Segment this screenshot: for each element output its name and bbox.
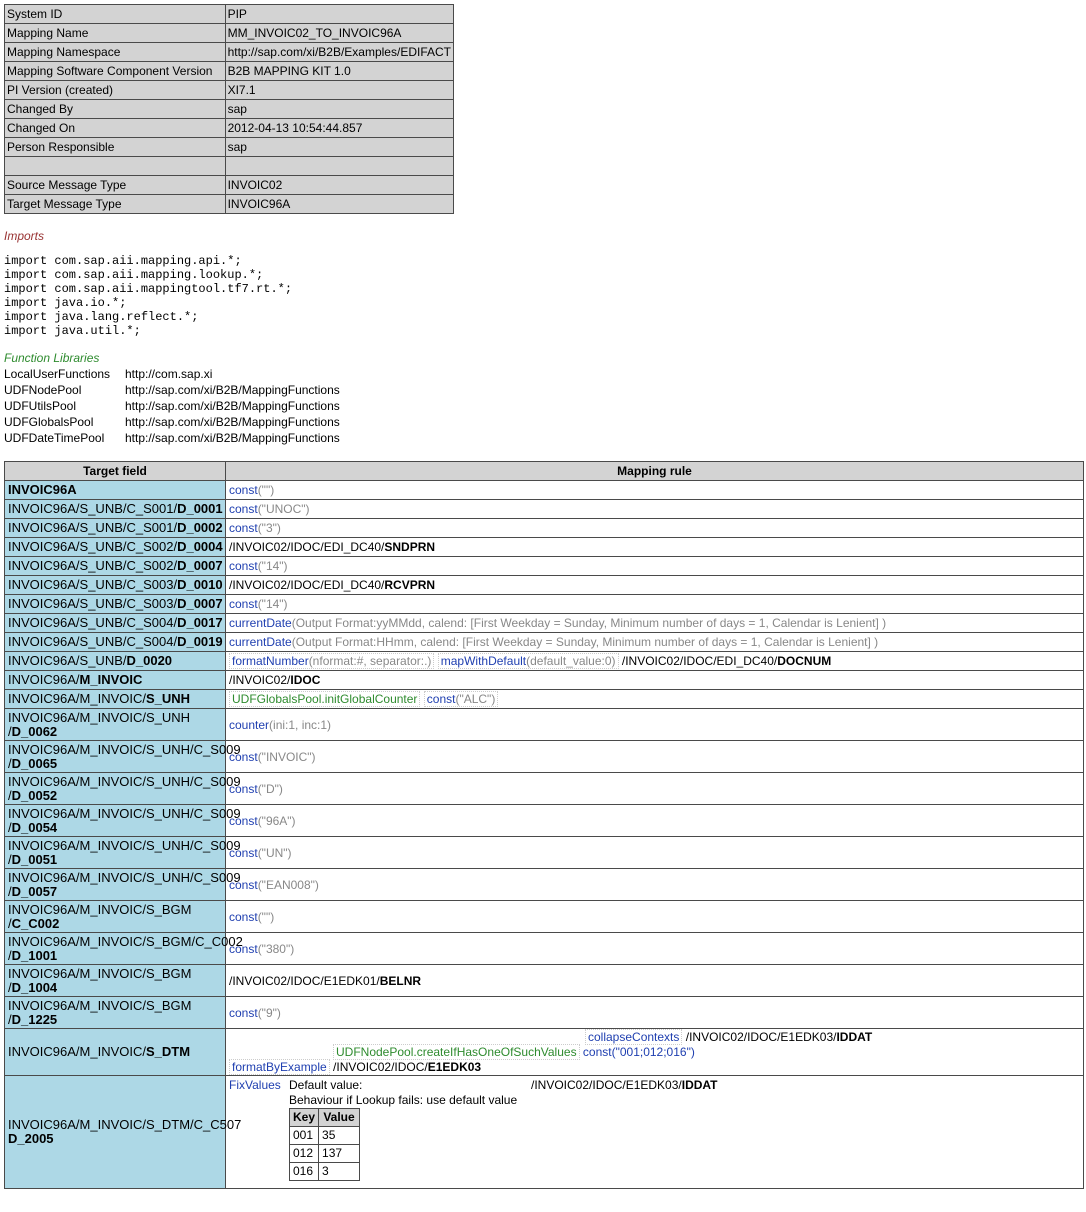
fix-key: 016 [290,1163,319,1181]
import-line: import java.lang.reflect.*; [4,310,199,324]
metadata-key: Mapping Name [5,24,226,43]
function-call [438,653,619,669]
target-separator: / [8,979,12,995]
metadata-value: INVOIC96A [225,195,453,214]
imports-heading: Imports [4,229,45,243]
library-row [4,414,340,430]
mapping-rule [226,481,1084,500]
target-field [5,614,226,633]
fix-values-function: FixValues [229,1078,281,1092]
target-field-header: Target field [5,462,226,481]
mapping-rules-table [4,461,1084,1189]
target-element: D_0010 [177,577,223,592]
metadata-key: Changed On [5,119,226,138]
mapping-rule [226,709,1084,741]
mapping-rule [226,933,1084,965]
table-row [5,997,1084,1029]
function-name: const [229,502,258,516]
target-field [5,805,241,837]
function-args: ("3") [257,521,281,535]
target-element: D_0002 [177,520,223,535]
target-path: INVOIC96A/S_UNB/C_S002/ [8,539,178,554]
target-field [5,633,226,652]
target-element: M_INVOIC [79,672,143,687]
source-path [229,673,320,687]
source-path [229,540,435,554]
function-call [229,942,294,956]
metadata-value [225,157,453,176]
target-field [5,557,226,576]
table-row [5,869,1084,901]
target-path: INVOIC96A/M_INVOIC/S_UNH [8,709,191,725]
table-row [5,933,1084,965]
target-path: INVOIC96A/S_UNB/C_S001/ [8,501,178,516]
function-call [229,559,288,573]
function-call [229,653,434,669]
target-path: INVOIC96A/S_UNB/C_S003/ [8,596,178,611]
target-path: INVOIC96A/M_INVOIC/S_UNH/C_S009 [8,837,241,853]
mapping-rule [226,997,1084,1029]
mapping-rule [226,576,1084,595]
function-name: const [229,941,258,956]
target-separator: / [8,755,12,771]
import-line: import java.util.*; [4,324,141,338]
target-element: C_C002 [11,915,60,931]
target-field [5,481,226,500]
target-field: INVOIC96A/M_INVOIC/S_DTM/C_C507 D_2005 [5,1076,226,1189]
udf-function: UDFGlobalsPool.initGlobalCounter [229,691,420,707]
target-element: D_0054 [11,819,58,835]
function-args: ("9") [257,1005,281,1020]
target-separator: / [8,787,12,803]
source-element: RCVPRN [384,578,436,592]
function-name: const [229,813,258,828]
target-separator: / [8,1011,12,1027]
source-element: DOCNUM [777,654,832,668]
mapping-documentation [4,4,1084,1189]
function-args: ("") [257,909,275,924]
source-path [229,974,421,988]
target-element: D_0007 [177,596,223,611]
function-call [229,1006,281,1020]
source-path-prefix: /INVOIC02/IDOC/E1EDK01/ [229,973,380,988]
key-header: Key [290,1109,319,1127]
fix-key: 001 [290,1127,319,1145]
target-path: INVOIC96A/S_UNB/C_S002/ [8,558,178,573]
target-path: INVOIC96A/ [8,672,80,687]
target-path: INVOIC96A/M_INVOIC/S_BGM [8,901,192,917]
value-header: Value [319,1109,360,1127]
table-row [5,595,1084,614]
fix-value-row [290,1163,360,1181]
table-row [5,614,1084,633]
table-row [5,671,1084,690]
table-row [5,741,1084,773]
metadata-value: INVOIC02 [225,176,453,195]
mapping-rule [226,741,1084,773]
library-url: http://sap.com/xi/B2B/MappingFunctions [125,415,340,429]
target-separator: / [8,915,12,931]
table-row [5,557,1084,576]
table-row [5,633,1084,652]
function-call [229,782,283,796]
library-name: UDFDateTimePool [4,431,105,445]
mapping-rule [226,633,1084,652]
function-args: (default_value:0) [526,654,616,668]
target-field [5,519,226,538]
target-field [5,997,226,1029]
function-name: currentDate [229,635,292,649]
metadata-value: sap [225,100,453,119]
metadata-value: sap [225,138,453,157]
metadata-row [5,62,454,81]
library-name: LocalUserFunctions [4,367,111,381]
metadata-key [5,157,226,176]
target-field [5,901,226,933]
import-line: import com.sap.aii.mapping.lookup.*; [4,268,264,282]
target-field [5,965,226,997]
mapping-rule [226,500,1084,519]
fix-value: 3 [319,1163,360,1181]
function-libraries-table [4,366,340,446]
source-path-prefix: /INVOIC02/IDOC/EDI_DC40/ [621,654,778,668]
mapping-rule [226,773,1084,805]
function-args: ("EAN008") [257,877,319,892]
function-name: const [229,845,258,860]
imports-code [4,254,1084,338]
target-element: D_1001 [11,947,58,963]
target-element: D_0052 [11,787,58,803]
mapping-rule [226,671,1084,690]
source-path-prefix: /INVOIC02/IDOC/EDI_DC40/ [229,578,385,592]
metadata-key: Person Responsible [5,138,226,157]
function-name: currentDate [229,616,292,630]
metadata-row [5,195,454,214]
create-if-has-one-of-such-values-function: UDFNodePool.createIfHasOneOfSuchValues [333,1044,580,1060]
function-call [229,597,288,611]
function-args: ("ALC") [455,692,496,706]
target-element: INVOIC96A [8,482,77,497]
library-row [4,398,340,414]
library-name: UDFUtilsPool [4,399,77,413]
target-element: D_0004 [177,539,223,554]
target-field [5,933,243,965]
library-name: UDFGlobalsPool [4,415,94,429]
metadata-value: http://sap.com/xi/B2B/Examples/EDIFACT [225,43,453,62]
metadata-key: Source Message Type [5,176,226,195]
source-path [229,578,435,592]
target-element: D_0062 [11,723,58,739]
target-field [5,538,226,557]
default-value-label: Default value: [289,1078,363,1092]
source-element: SNDPRN [384,540,436,554]
target-element: S_UNH [145,691,191,706]
function-args: ("96A") [257,813,296,828]
target-field [5,652,226,671]
collapse-contexts-function: collapseContexts [585,1029,682,1045]
target-path: INVOIC96A/M_INVOIC/S_UNH/C_S009 [8,869,241,885]
mapping-rule [226,869,1084,901]
target-path: INVOIC96A/M_INVOIC/S_BGM/C_C002 [8,933,243,949]
format-by-example-function: formatByExample [229,1059,330,1075]
table-row-d-2005 [5,1076,1084,1189]
function-args: (ini:1, inc:1) [269,717,332,732]
library-url: http://sap.com/xi/B2B/MappingFunctions [125,399,340,413]
target-field [5,869,241,901]
metadata-row [5,119,454,138]
target-path: INVOIC96A/M_INVOIC/S_UNH/C_S009 [8,805,241,821]
function-call [229,910,274,924]
metadata-key: PI Version (created) [5,81,226,100]
function-call [229,846,292,860]
table-row [5,837,1084,869]
metadata-key: Changed By [5,100,226,119]
target-field [5,690,226,709]
mapping-rule-header: Mapping rule [226,462,1084,481]
function-name: const [229,1005,258,1020]
function-call [229,616,886,630]
source-path-prefix: /INVOIC02/IDOC/EDI_DC40/ [229,540,385,554]
function-name: formatNumber [232,654,309,668]
function-call [229,878,319,892]
fix-value-row [290,1127,360,1145]
target-field [5,741,241,773]
target-field [5,773,241,805]
function-libraries-heading: Function Libraries [4,351,100,365]
function-name: const [229,749,258,764]
table-row [5,901,1084,933]
table-row [5,481,1084,500]
function-call [424,691,499,707]
target-element: D_1004 [11,979,58,995]
fix-values-table [289,1108,360,1181]
fix-value: 137 [319,1145,360,1163]
function-args: (Output Format:yyMMdd, calend: [First Weekday = Sunday, Minimum number of days = 1, Calendar is Lenient] ) [291,616,887,630]
metadata-key: Mapping Namespace [5,43,226,62]
table-row [5,709,1084,741]
function-name: const [229,559,258,573]
library-url: http://sap.com/xi/B2B/MappingFunctions [125,383,340,397]
table-row [5,538,1084,557]
metadata-key: System ID [5,5,226,24]
library-row [4,382,340,398]
target-separator: / [8,851,12,867]
library-row [4,430,340,446]
function-name: counter [229,717,270,732]
target-element: D_0007 [177,558,223,573]
function-name: const [229,597,258,611]
target-field: INVOIC96A/M_INVOIC/S_DTM [5,1029,226,1076]
target-element: D_0019 [177,634,223,649]
function-args: ("14") [257,597,288,611]
mapping-rule [226,538,1084,557]
target-field [5,709,226,741]
target-separator: / [8,819,12,835]
mapping-rule [226,557,1084,576]
target-path: INVOIC96A/M_INVOIC/S_BGM [8,965,192,981]
target-path: INVOIC96A/M_INVOIC/S_BGM [8,997,192,1013]
source-element: IDOC [290,673,321,687]
fix-value-row [290,1145,360,1163]
target-path: INVOIC96A/M_INVOIC/S_UNH/C_S009 [8,741,241,757]
table-row [5,652,1084,671]
metadata-value: PIP [225,5,453,24]
target-element: D_0001 [177,501,223,516]
mapping-rule [226,965,1084,997]
import-line: import com.sap.aii.mappingtool.tf7.rt.*; [4,282,293,296]
target-separator: / [8,883,12,899]
library-row [4,366,340,382]
library-url: http://sap.com/xi/B2B/MappingFunctions [125,431,340,445]
table-row-s-dtm [5,1029,1084,1076]
table-row [5,519,1084,538]
function-name: const [426,692,456,706]
mapping-rule [226,652,1084,671]
mapping-rule [226,837,1084,869]
metadata-key: Mapping Software Component Version [5,62,226,81]
mapping-rule [226,690,1084,709]
mapping-rule [226,595,1084,614]
target-field [5,576,226,595]
import-line: import com.sap.aii.mapping.api.*; [4,254,242,268]
metadata-value: XI7.1 [225,81,453,100]
function-args: ("D") [257,781,283,796]
function-args: (Output Format:HHmm, calend: [First Weekday = Sunday, Minimum number of days = 1, Calendar is Lenient] ) [291,635,879,649]
function-call [229,635,878,649]
target-element: D_0057 [11,883,58,899]
target-path: INVOIC96A/S_UNB/C_S003/ [8,577,178,592]
function-name: const [229,781,258,796]
target-element: D_0065 [11,755,58,771]
function-args: ("UN") [257,845,292,860]
target-field [5,500,226,519]
table-row [5,773,1084,805]
function-name: const [229,909,258,924]
function-args: ("14") [257,559,288,573]
source-path-prefix: /INVOIC02/ [229,673,291,687]
metadata-row [5,157,454,176]
metadata-row [5,5,454,24]
mapping-rule: collapseContexts /INVOIC02/IDOC/E1EDK03/IDDAT UDFNodePool.createIfHasOneOfSuchValues const("001;012;016") formatByExample /INVOIC02/IDOC/E1EDK03 [226,1029,1084,1076]
target-path: INVOIC96A/M_INVOIC/ [8,691,146,706]
mapping-rule [226,805,1084,837]
mapping-rule [226,614,1084,633]
function-args: (nformat:#, separator:.) [308,654,432,668]
metadata-value: MM_INVOIC02_TO_INVOIC96A [225,24,453,43]
mapping-rule [226,901,1084,933]
target-field [5,837,241,869]
table-row [5,965,1084,997]
mapping-rule: FixValues Default value: /INVOIC02/IDOC/E1EDK03/IDDAT Behaviour if Lookup fails: use default value Key Value 001 35 012 137 016 3 [226,1076,1084,1189]
table-row [5,576,1084,595]
source-path [622,654,831,668]
function-name: const [229,483,258,497]
library-name: UDFNodePool [4,383,82,397]
metadata-row [5,138,454,157]
metadata-row [5,100,454,119]
target-field [5,595,226,614]
table-row [5,500,1084,519]
metadata-row [5,24,454,43]
target-element: D_0020 [126,653,173,668]
import-line: import java.io.*; [4,296,127,310]
library-url: http://com.sap.xi [125,367,213,381]
function-args: ("380") [257,941,295,956]
target-path: INVOIC96A/S_UNB/C_S004/ [8,634,178,649]
function-call [229,483,274,497]
function-name: mapWithDefault [440,654,527,668]
function-call [229,521,281,535]
mapping-rule [226,519,1084,538]
function-call [229,718,331,732]
metadata-value: 2012-04-13 10:54:44.857 [225,119,453,138]
metadata-key: Target Message Type [5,195,226,214]
function-call [229,502,310,516]
target-element: D_1225 [11,1011,58,1027]
table-row [5,805,1084,837]
table-row [5,690,1084,709]
function-args: ("INVOIC") [257,749,316,764]
target-path: INVOIC96A/S_UNB/C_S001/ [8,520,178,535]
metadata-row [5,81,454,100]
metadata-value: B2B MAPPING KIT 1.0 [225,62,453,81]
function-name: const [229,521,258,535]
target-field [5,671,226,690]
lookup-behaviour-text: Behaviour if Lookup fails: use default value [289,1093,518,1107]
source-element: BELNR [379,973,422,988]
target-element: D_0051 [11,851,58,867]
fix-key: 012 [290,1145,319,1163]
fix-value: 35 [319,1127,360,1145]
target-element: D_0017 [177,615,223,630]
target-path: INVOIC96A/S_UNB/ [8,653,127,668]
target-separator: / [8,723,12,739]
function-name: const [229,877,258,892]
function-args: ("") [257,483,275,497]
metadata-row [5,43,454,62]
function-call [229,750,316,764]
target-path: INVOIC96A/S_UNB/C_S004/ [8,615,178,630]
mapping-metadata-table [4,4,454,214]
function-call [229,814,296,828]
function-args: ("UNOC") [257,502,310,516]
metadata-row [5,176,454,195]
target-separator: / [8,947,12,963]
target-path: INVOIC96A/M_INVOIC/S_UNH/C_S009 [8,773,241,789]
